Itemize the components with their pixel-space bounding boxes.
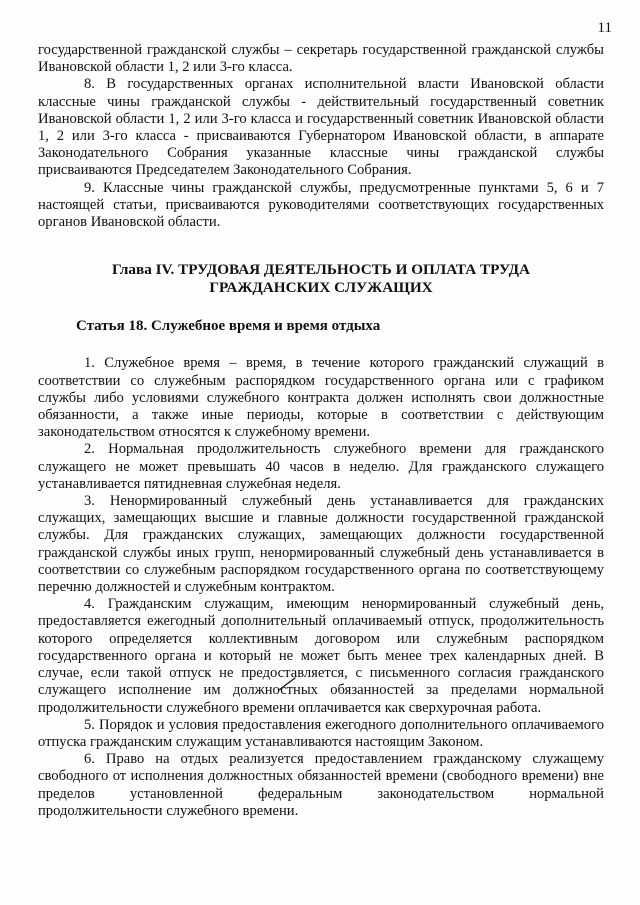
article-paragraph-2: 2. Нормальная продолжительность служебного времени для гражданского служащего не может превышать 40 часов в неделю. Для гражданского служащего устанавливается пятидневная служебная неделя.	[38, 441, 604, 492]
article-paragraph-3: 3. Ненормированный служебный день устанавливается для гражданских служащих, замещающих высшие и главные должности государственной гражданской службы. Для гражданских служащих, замещающих должности государственной гражданской службы иных групп, ненормированный служебный день устанавливается в соответствии со служебным распорядком государственного органа по соответствующему перечню должностей и служебным контрактом.	[38, 493, 604, 596]
paragraph-continuation: государственной гражданской службы – секретарь государственной гражданской службы Ивановской области 1, 2 или 3-го класса.	[38, 42, 604, 76]
document-body	[38, 42, 604, 820]
paragraph-item-8: 8. В государственных органах исполнительной власти Ивановской области классные чины гражданской службы - действительный государственный советник Ивановской области 1, 2 или 3-го класса и государственный советник Ивановской области 1, 2 или 3-го класса - присваиваются Губернатором Ивановской области, в аппарате Законодательного Собрания указанные классные чины гражданской службы присваиваются Председателем Законодательного Собрания.	[38, 76, 604, 179]
chapter-heading	[38, 261, 604, 296]
handwritten-slash-mark	[277, 676, 297, 692]
article-paragraph-5: 5. Порядок и условия предоставления ежегодного дополнительного оплачиваемого отпуска гражданским служащим устанавливаются настоящим Законом.	[38, 716, 604, 750]
article-paragraph-4: 4. Гражданским служащим, имеющим ненормированный служебный день, предоставляется ежегодный дополнительный оплачиваемый отпуск, продолжительность которого определяется коллективным договором или служебным распорядком государственного органа и который не может быть менее трех календарных дней. В случае, если такой отпуск не предоставляется, с письменного согласия гражданского служащего исполнение им должностных обязанностей за пределами нормальной продолжительности служебного времени оплачивается как сверхурочная работа.	[38, 596, 604, 716]
page-number: 11	[597, 20, 612, 36]
article-paragraph-6: 6. Право на отдых реализуется предоставлением гражданскому служащему свободного от исполнения должностных обязанностей времени (свободного времени) вне пределов установленной федеральным законодательством нормальной продолжительности служебного времени.	[38, 751, 604, 819]
article-title: Статья 18. Служебное время и время отдыха	[76, 318, 381, 335]
article-paragraph-1: 1. Служебное время – время, в течение которого гражданский служащий в соответствии со служебным распорядком государственного органа или с графиком службы либо условиями служебного контракта должен исполнять свои должностные обязанности, а также иные периоды, которые в соответствии с действующим законодательством относятся к служебному времени.	[38, 355, 604, 441]
chapter-heading-line-1: Глава IV. ТРУДОВАЯ ДЕЯТЕЛЬНОСТЬ И ОПЛАТА ТРУДА	[111, 261, 531, 279]
paragraph-item-9: 9. Классные чины гражданской службы, предусмотренные пунктами 5, 6 и 7 настоящей статьи, присваиваются руководителями соответствующих государственных органов Ивановской области.	[38, 179, 604, 231]
chapter-heading-line-2: ГРАЖДАНСКИХ СЛУЖАЩИХ	[209, 278, 433, 296]
